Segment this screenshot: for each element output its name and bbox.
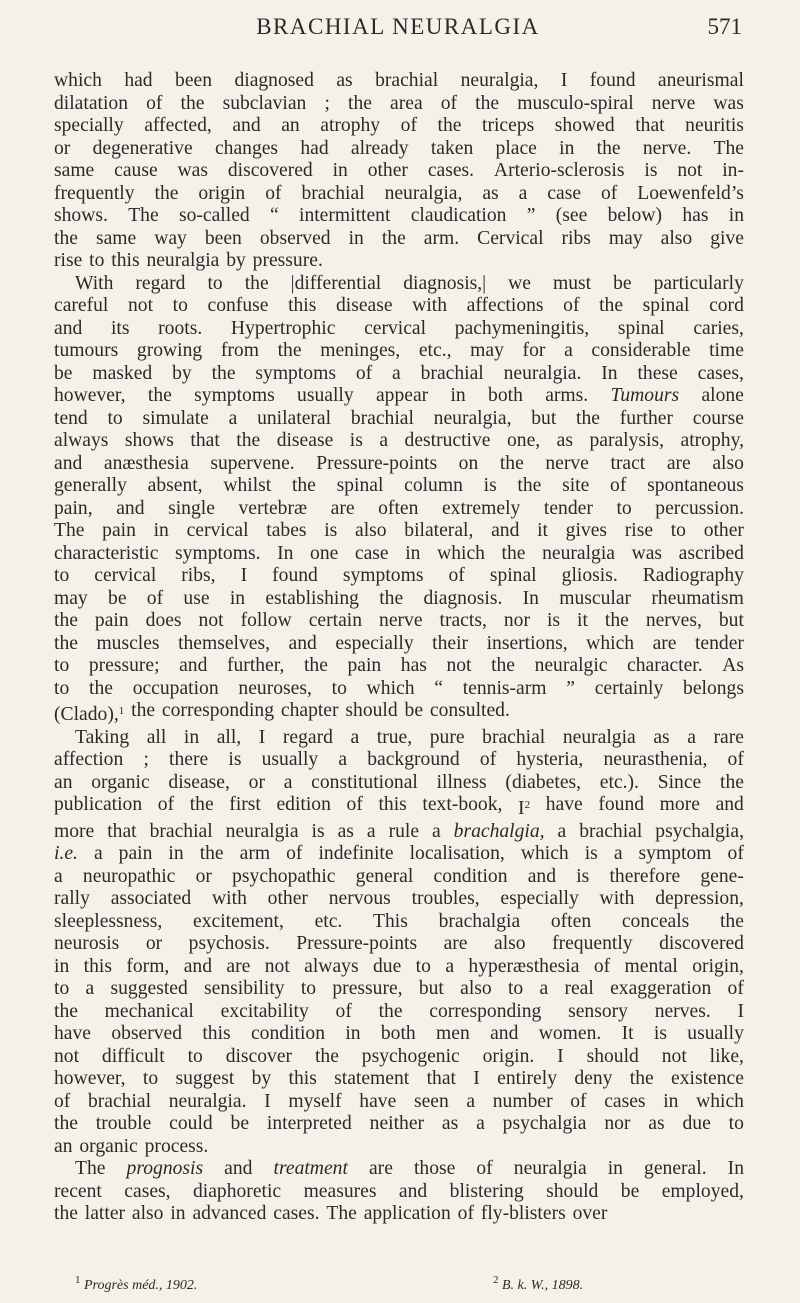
text-line: careful not to confuse this disease with affections of the spinal cord: [54, 295, 744, 316]
text-line: tumours growing from the meninges, etc., may for a considerable time: [54, 340, 744, 361]
text-line: however, the symptoms usually appear in both arms. Tumours alone: [54, 385, 744, 406]
body-text: [54, 70, 744, 1226]
text-line: to the occupation neuroses, to which “ tennis-arm ” certainly belongs: [54, 677, 744, 699]
paragraph: [54, 727, 744, 1159]
text-line: to pressure; and further, the pain has not the neuralgic character. As: [54, 655, 744, 676]
text-line: may be of use in establishing the diagnosis. In muscular rheumatism: [54, 587, 744, 609]
text-line: or degenerative changes had already taken place in the nerve. The: [54, 137, 744, 159]
text-line: the mechanical excitability of the corresponding sensory nerves. I: [54, 1000, 744, 1022]
paragraph: [54, 1158, 744, 1226]
text-line: the same way been observed in the arm. Cervical ribs may also give: [54, 227, 744, 249]
text-line: publication of the first edition of this text-book, $I^2$ have found more and: [54, 794, 744, 819]
text-line: frequently the origin of brachial neuralgia, as a case of Loewenfeld’s: [54, 182, 744, 204]
text-line: The prognosis and treatment are those of neuralgia in general. In: [75, 1158, 744, 1179]
text-line: With regard to the |differential diagnosis,| we must be particularly: [75, 272, 744, 294]
text-line: in this form, and are not always due to a hyperæsthesia of mental origin,: [54, 955, 744, 977]
text-line: be masked by the symptoms of a brachial neuralgia. In these cases,: [54, 362, 744, 384]
text-line: the trouble could be interpreted neither as a psychalgia nor as due to: [54, 1113, 744, 1134]
paragraph: [54, 273, 744, 727]
text-line: shows. The so-called “ intermittent claudication ” (see below) has in: [54, 205, 744, 226]
text-line: rally associated with other nervous troubles, especially with depression,: [54, 888, 744, 909]
footnote-2-text: B. k. W., 1898.: [502, 1278, 584, 1293]
text-line: to a suggested sensibility to pressure, but also to a real exaggeration of: [54, 978, 744, 999]
page-number: 571: [707, 14, 742, 39]
text-line: Taking all in all, I regard a true, pure brachial neuralgia as a rare: [75, 726, 744, 748]
footnote-2: [493, 1273, 583, 1293]
text-line: recent cases, diaphoretic measures and blistering should be employed,: [54, 1180, 744, 1202]
text-line: affection ; there is usually a background of hysteria, neurasthenia, of: [54, 749, 744, 770]
footnote-1-marker: 1: [75, 1274, 81, 1286]
text-line: and its roots. Hypertrophic cervical pachymeningitis, spinal caries,: [54, 317, 744, 339]
text-line: The pain in cervical tabes is also bilateral, and it gives rise to other: [54, 520, 744, 541]
text-line: which had been diagnosed as brachial neuralgia, I found aneurismal: [54, 70, 744, 91]
text-line: generally absent, whilst the spinal column is the site of spontaneous: [54, 475, 744, 496]
text-line: not difficult to discover the psychogenic origin. I should not like,: [54, 1045, 744, 1067]
text-line: (Clado),$^1$ the corresponding chapter should be consulted.: [54, 700, 510, 725]
text-line: the latter also in advanced cases. The application of fly-blisters over: [54, 1203, 608, 1224]
text-line: sleeplessness, excitement, etc. This brachalgia often conceals the: [54, 910, 744, 932]
running-head: BRACHIAL NEURALGIA: [256, 14, 540, 39]
text-line: i.e. a pain in the arm of indefinite localisation, which is a symptom of: [54, 843, 744, 864]
text-line: tend to simulate a unilateral brachial neuralgia, but the further course: [54, 407, 744, 429]
text-line: an organic process.: [54, 1135, 209, 1157]
paragraph: [54, 70, 744, 273]
text-line: dilatation of the subclavian ; the area of the musculo-spiral nerve was: [54, 92, 744, 114]
text-line: the pain does not follow certain nerve tracts, nor is it the nerves, but: [54, 610, 744, 631]
text-line: to cervical ribs, I found symptoms of spinal gliosis. Radiography: [54, 565, 744, 586]
text-line: same cause was discovered in other cases. Arterio-sclerosis is not in-: [54, 160, 744, 181]
footnote-1: [75, 1273, 197, 1293]
text-line: of brachial neuralgia. I myself have seen a number of cases in which: [54, 1090, 744, 1112]
text-line: always shows that the disease is a destructive one, as paralysis, atrophy,: [54, 430, 744, 451]
text-line: an organic disease, or a constitutional illness (diabetes, etc.). Since the: [54, 771, 744, 793]
footnote-1-text: Progrès méd., 1902.: [84, 1278, 198, 1293]
text-line: have observed this condition in both men and women. It is usually: [54, 1023, 744, 1044]
text-line: and anæsthesia supervene. Pressure-points on the nerve tract are also: [54, 452, 744, 474]
text-line: a neuropathic or psychopathic general condition and is therefore gene-: [54, 865, 744, 887]
footnote-2-marker: 2: [493, 1274, 499, 1286]
text-line: more that brachial neuralgia is as a rule a brachalgia, a brachial psychalgia,: [54, 820, 744, 842]
text-line: specially affected, and an atrophy of the triceps showed that neuritis: [54, 115, 744, 136]
footnotes: [75, 1274, 745, 1303]
text-line: characteristic symptoms. In one case in which the neuralgia was ascribed: [54, 542, 744, 564]
page-header: [54, 14, 742, 44]
text-line: however, to suggest by this statement that I entirely deny the existence: [54, 1068, 744, 1089]
text-line: rise to this neuralgia by pressure.: [54, 250, 323, 271]
text-line: pain, and single vertebræ are often extremely tender to percussion.: [54, 497, 744, 519]
text-line: neurosis or psychosis. Pressure-points are also frequently discovered: [54, 933, 744, 954]
text-line: the muscles themselves, and especially their insertions, which are tender: [54, 632, 744, 654]
